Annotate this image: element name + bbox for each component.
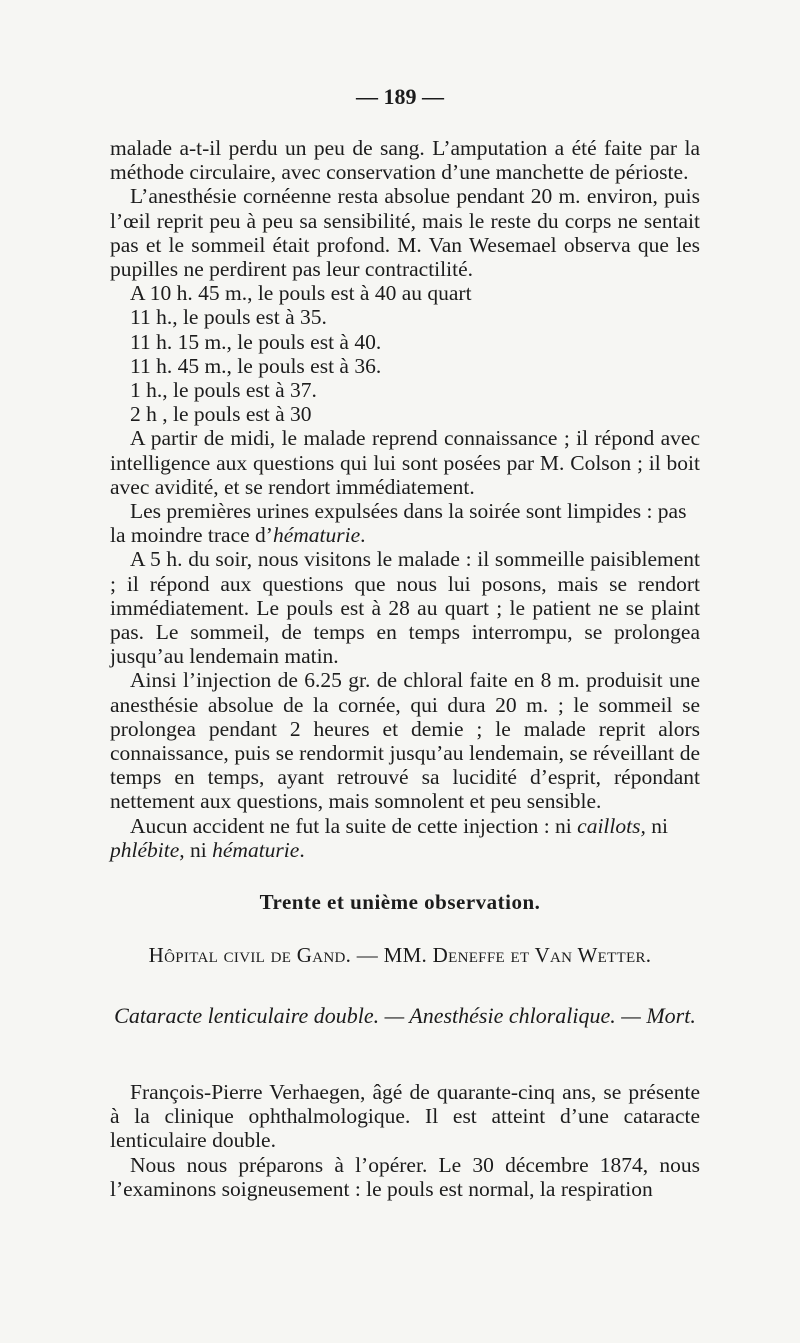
pulse-line: 1 h., le pouls est à 37. — [130, 378, 317, 403]
paragraph: Ainsi l’injection de 6.25 gr. de chloral faite en 8 m. produisit une anesthésie absolue de la cornée, qui dura 20 m. ; le sommeil se prolongea pendant 2 heures et demie ; le malade reprit alors connaissance, puis se rendormit jusqu’au lendemain, se réveillant de temps en temps, ayant retrouvé sa lucidité d’esprit, répondant nettement aux questions, mais somnolent et peu sensible. — [110, 668, 700, 814]
paragraph-accident — [110, 814, 700, 862]
paragraph: François-Pierre Verhaegen, âgé de quarante-cinq ans, se présente à la clinique ophthalmologique. Il est atteint d’une cataracte lenticulaire double. — [110, 1080, 700, 1153]
text-block-1 — [110, 136, 700, 862]
paragraph: A 5 h. du soir, nous visitons le malade : il sommeille paisiblement ; il répond aux questions que nous lui posons, mais se rendort immédiatement. Le pouls est à 28 au quart ; le patient ne se plaint pas. Le sommeil, de temps en temps interrompu, se prolongea jusqu’au lendemain matin. — [110, 547, 700, 669]
paragraph: malade a-t-il perdu un peu de sang. L’amputation a été faite par la méthode circulaire, avec conservation d’une manchette de périoste. — [110, 136, 700, 185]
paragraph: A partir de midi, le malade reprend connaissance ; il répond avec intelligence aux questions qui lui sont posées par M. Colson ; il boit avec avidité, et se rendort immédiatement. — [110, 426, 700, 499]
pulse-line: 11 h. 15 m., le pouls est à 40. — [130, 329, 382, 354]
pulse-line: 2 h , le pouls est à 30 — [130, 402, 312, 427]
text-block-3 — [110, 1080, 700, 1201]
punct: . — [299, 837, 305, 862]
paragraph: L’anesthésie cornéenne resta absolue pendant 20 m. environ, puis l’œil reprit peu à peu sa sensibilité, mais le reste du corps ne sentait pas et le sommeil était profond. M. Van Wesemael observa que les pupilles ne perdirent pas leur contractilité. — [110, 184, 700, 282]
emphasis: hématurie — [272, 523, 361, 548]
emphasis: phlébite, — [110, 837, 185, 862]
conj: ni — [184, 837, 213, 862]
paragraph: Nous nous préparons à l’opérer. Le 30 décembre 1874, nous l’examinons soigneusement : le pouls est normal, la respiration — [110, 1152, 700, 1201]
accident-lead: Aucun accident ne fut la suite de cette injection : ni — [130, 813, 578, 838]
page-number: — 189 — — [356, 84, 444, 109]
case-title: Cataracte lenticulaire double. — Anesthésie chloralique. — Mort. — [114, 1003, 696, 1028]
conj: ni — [645, 813, 668, 838]
emphasis: caillots, — [577, 813, 646, 838]
pulse-line: A 10 h. 45 m., le pouls est à 40 au quart — [130, 281, 472, 306]
observation-heading: Trente et unième observation. — [259, 890, 541, 914]
punct: . — [360, 523, 366, 548]
urine-text: Les premières urines expulsées dans la soirée sont limpides : pas la moindre trace d’ — [110, 499, 687, 548]
hospital-line: Hôpital civil de Gand. — MM. Deneffe et Van Wetter. — [148, 943, 652, 967]
pulse-line: 11 h. 45 m., le pouls est à 36. — [130, 353, 382, 378]
emphasis: hématurie — [212, 837, 300, 862]
pulse-line: 11 h., le pouls est à 35. — [130, 305, 327, 330]
paragraph-urine — [110, 499, 700, 547]
